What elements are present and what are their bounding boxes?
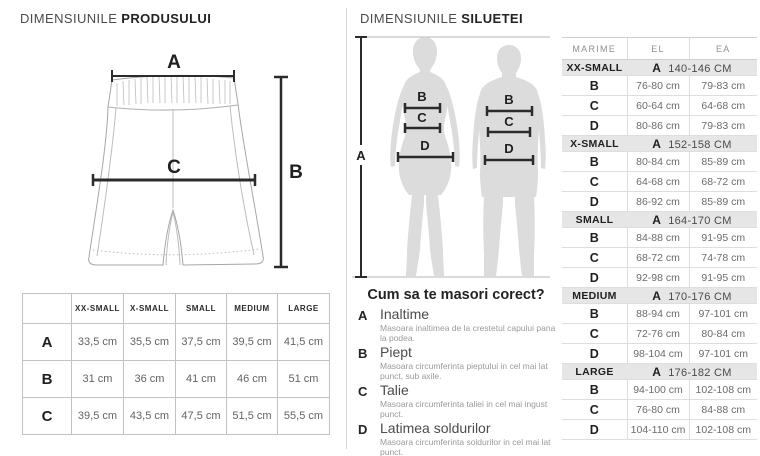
measure-letter: B xyxy=(358,346,368,361)
table-row xyxy=(23,361,330,398)
cell-value: 37,5 cm xyxy=(176,324,227,361)
range-value: 140-146 CM xyxy=(668,62,732,75)
table-row xyxy=(562,228,757,248)
header-el: EL xyxy=(627,38,689,60)
row-label: B xyxy=(562,152,627,172)
size-name: LARGE xyxy=(562,364,627,380)
row-label: B xyxy=(562,228,627,248)
ea-value: 84-88 cm xyxy=(689,400,757,420)
title-regular-part: DIMENSIUNILE xyxy=(360,11,458,26)
ea-value: 91-95 cm xyxy=(689,268,757,288)
range-value: 152-158 CM xyxy=(668,138,732,151)
ea-value: 80-84 cm xyxy=(689,324,757,344)
cell-value: 36 cm xyxy=(124,361,176,398)
shorts-label-a: A xyxy=(167,52,181,73)
cell-value: 31 cm xyxy=(72,361,124,398)
header-size: MARIME xyxy=(562,38,627,60)
size-col-header: SMALL xyxy=(176,294,227,324)
el-value: 94-100 cm xyxy=(627,380,689,400)
title-regular-part: DIMENSIUNILE xyxy=(20,11,118,26)
cell-value: 51 cm xyxy=(278,361,330,398)
ea-value: 64-68 cm xyxy=(689,96,757,116)
ea-value: 79-83 cm xyxy=(689,116,757,136)
shorts-label-c: C xyxy=(167,157,181,178)
height-range xyxy=(627,136,757,152)
title-bold-part: PRODUSULUI xyxy=(121,11,212,26)
size-col-header: X-SMALL xyxy=(124,294,176,324)
table-row xyxy=(562,116,757,136)
vertical-divider xyxy=(346,8,347,449)
row-label: B xyxy=(562,304,627,324)
height-range xyxy=(627,288,757,304)
el-value: 80-84 cm xyxy=(627,152,689,172)
el-value: 72-76 cm xyxy=(627,324,689,344)
measure-item-height xyxy=(358,307,556,343)
size-name: XX-SMALL xyxy=(562,60,627,76)
row-label: D xyxy=(562,344,627,364)
body-silhouettes-diagram xyxy=(350,33,556,283)
size-name: SMALL xyxy=(562,212,627,228)
shorts-measurement-diagram xyxy=(58,45,308,290)
table-row xyxy=(562,172,757,192)
el-value: 104-110 cm xyxy=(627,420,689,440)
shorts-measure-lines xyxy=(93,70,288,267)
el-value: 64-68 cm xyxy=(627,172,689,192)
row-label: B xyxy=(562,76,627,96)
row-label: C xyxy=(562,248,627,268)
range-letter: A xyxy=(652,136,662,151)
el-value: 60-64 cm xyxy=(627,96,689,116)
el-value: 88-94 cm xyxy=(627,304,689,324)
row-label: D xyxy=(562,116,627,136)
ea-value: 97-101 cm xyxy=(689,304,757,324)
el-value: 98-104 cm xyxy=(627,344,689,364)
ea-value: 85-89 cm xyxy=(689,152,757,172)
measure-letter: A xyxy=(358,308,368,323)
size-col-header: LARGE xyxy=(278,294,330,324)
measure-name: Talie xyxy=(380,382,409,398)
table-row xyxy=(562,304,757,324)
size-band-row xyxy=(562,212,757,228)
el-value: 76-80 cm xyxy=(627,76,689,96)
table-row xyxy=(562,192,757,212)
size-band-row xyxy=(562,136,757,152)
ea-value: 91-95 cm xyxy=(689,228,757,248)
measure-instructions-list xyxy=(358,307,556,456)
product-dimensions-title xyxy=(20,11,211,26)
ea-value: 97-101 cm xyxy=(689,344,757,364)
el-value: 84-88 cm xyxy=(627,228,689,248)
row-label: D xyxy=(562,192,627,212)
cell-value: 39,5 cm xyxy=(227,324,278,361)
table-row xyxy=(562,268,757,288)
body-label-b-male: B xyxy=(504,92,514,107)
table-row xyxy=(562,76,757,96)
measure-description: Masoara circumferinta pieptului in cel mai lat punct, sub axile. xyxy=(380,361,548,381)
table-header-row xyxy=(562,38,757,60)
ea-value: 79-83 cm xyxy=(689,76,757,96)
ea-value: 68-72 cm xyxy=(689,172,757,192)
ea-value: 85-89 cm xyxy=(689,192,757,212)
range-value: 164-170 CM xyxy=(668,214,732,227)
row-label: C xyxy=(562,96,627,116)
row-label: B xyxy=(23,361,72,398)
size-band-row xyxy=(562,364,757,380)
table-row xyxy=(562,96,757,116)
how-to-measure-title: Cum sa te masori corect? xyxy=(367,287,545,303)
header-ea: EA xyxy=(689,38,757,60)
body-size-table xyxy=(562,37,757,440)
title-bold-part: SILUETEI xyxy=(461,11,523,26)
el-value: 92-98 cm xyxy=(627,268,689,288)
cell-value: 51,5 cm xyxy=(227,398,278,435)
measure-item-chest xyxy=(358,345,556,381)
table-row xyxy=(562,344,757,364)
body-label-c-male: C xyxy=(504,114,514,129)
row-label: C xyxy=(562,324,627,344)
size-band-row xyxy=(562,288,757,304)
height-range xyxy=(627,60,757,76)
measure-letter: C xyxy=(358,384,368,399)
row-label: D xyxy=(562,268,627,288)
range-letter: A xyxy=(652,60,662,75)
silhouette-dimensions-title xyxy=(360,11,523,26)
row-label: B xyxy=(562,380,627,400)
cell-value: 39,5 cm xyxy=(72,398,124,435)
corner-cell xyxy=(23,294,72,324)
cell-value: 43,5 cm xyxy=(124,398,176,435)
cell-value: 55,5 cm xyxy=(278,398,330,435)
measure-description: Masoara circumferinta soldurilor in cel mai lat punct. xyxy=(380,437,551,456)
size-name: MEDIUM xyxy=(562,288,627,304)
cell-value: 33,5 cm xyxy=(72,324,124,361)
ea-value: 102-108 cm xyxy=(689,380,757,400)
measure-name: Inaltime xyxy=(380,306,430,322)
ea-value: 74-78 cm xyxy=(689,248,757,268)
row-label: D xyxy=(562,420,627,440)
height-range xyxy=(627,212,757,228)
range-letter: A xyxy=(652,288,662,303)
row-label: C xyxy=(562,172,627,192)
size-col-header: XX-SMALL xyxy=(72,294,124,324)
measure-letter: D xyxy=(358,422,368,437)
row-label: C xyxy=(562,400,627,420)
measure-item-waist xyxy=(358,383,556,419)
size-col-header: MEDIUM xyxy=(227,294,278,324)
body-label-d-female: D xyxy=(420,138,430,153)
range-letter: A xyxy=(652,212,662,227)
table-row xyxy=(562,248,757,268)
cell-value: 41 cm xyxy=(176,361,227,398)
size-name: X-SMALL xyxy=(562,136,627,152)
table-row xyxy=(23,398,330,435)
cell-value: 35,5 cm xyxy=(124,324,176,361)
measure-item-hips xyxy=(358,421,556,456)
shorts-label-b: B xyxy=(289,162,303,183)
cell-value: 47,5 cm xyxy=(176,398,227,435)
cell-value: 46 cm xyxy=(227,361,278,398)
height-range xyxy=(627,364,757,380)
measure-description: Masoara circumferinta taliei in cel mai ingust punct. xyxy=(380,399,548,419)
el-value: 86-92 cm xyxy=(627,192,689,212)
row-label: A xyxy=(23,324,72,361)
body-label-d-male: D xyxy=(504,141,514,156)
table-row xyxy=(562,400,757,420)
body-label-b-female: B xyxy=(417,89,427,104)
measure-description: Masoara inaltimea de la crestetul capului pana la podea. xyxy=(380,323,556,343)
measure-name: Piept xyxy=(380,344,412,360)
ea-value: 102-108 cm xyxy=(689,420,757,440)
range-value: 176-182 CM xyxy=(668,366,732,379)
size-band-row xyxy=(562,60,757,76)
body-label-c-female: C xyxy=(417,110,427,125)
range-letter: A xyxy=(652,364,662,379)
table-header-row xyxy=(23,294,330,324)
row-label: C xyxy=(23,398,72,435)
table-row xyxy=(562,420,757,440)
measure-name: Latimea soldurilor xyxy=(380,420,491,436)
product-size-table xyxy=(22,293,330,435)
range-value: 170-176 CM xyxy=(668,290,732,303)
el-value: 80-86 cm xyxy=(627,116,689,136)
table-row xyxy=(562,380,757,400)
table-row xyxy=(562,152,757,172)
el-value: 68-72 cm xyxy=(627,248,689,268)
el-value: 76-80 cm xyxy=(627,400,689,420)
body-label-a: A xyxy=(356,148,366,163)
cell-value: 41,5 cm xyxy=(278,324,330,361)
table-row xyxy=(23,324,330,361)
table-row xyxy=(562,324,757,344)
